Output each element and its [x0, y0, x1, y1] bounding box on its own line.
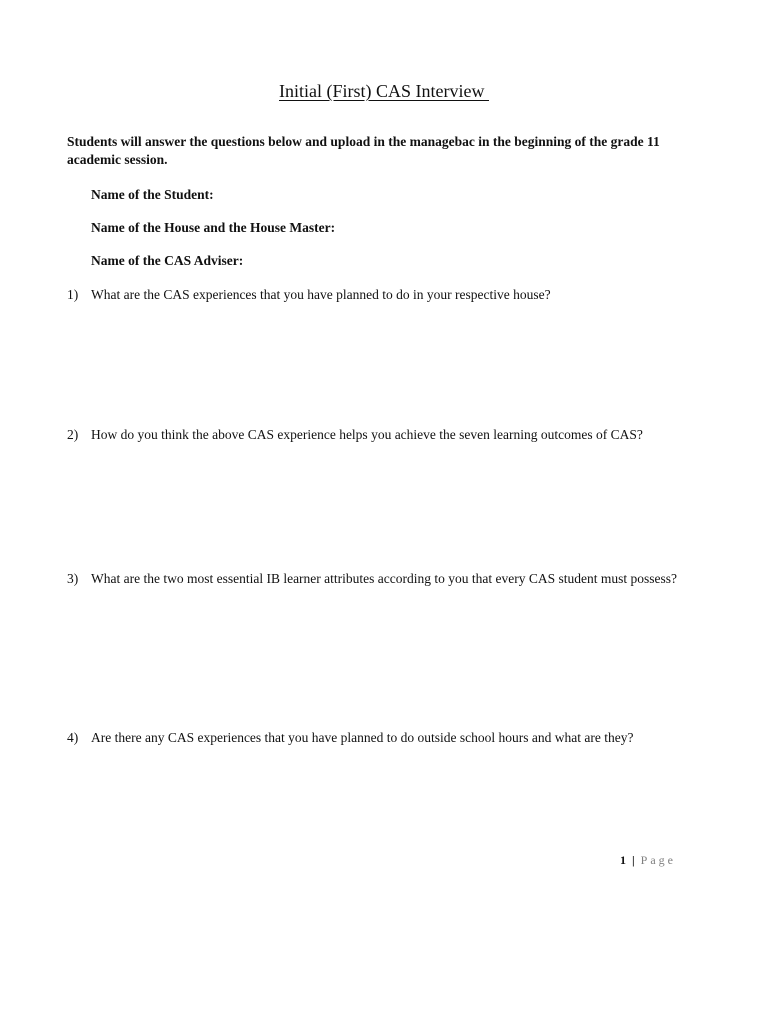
- question-number: 2): [67, 427, 79, 442]
- question-text: How do you think the above CAS experience helps you achieve the seven learning outcomes of CAS?: [91, 427, 643, 442]
- question-4: [67, 729, 677, 747]
- page-label: Page: [640, 853, 676, 867]
- question-1: [67, 286, 677, 304]
- question-text: Are there any CAS experiences that you have planned to do outside school hours and what are they?: [91, 730, 634, 745]
- page-separator: |: [632, 853, 635, 867]
- document-title: [0, 80, 768, 102]
- field-house-and-master: Name of the House and the House Master:: [91, 220, 336, 235]
- field-student-name: Name of the Student:: [91, 187, 214, 202]
- question-text: What are the CAS experiences that you have planned to do in your respective house?: [91, 287, 551, 302]
- page-number: 1: [620, 853, 627, 867]
- field-cas-adviser: Name of the CAS Adviser:: [91, 253, 244, 268]
- question-number: 4): [67, 730, 79, 745]
- question-2: [67, 426, 677, 444]
- document-title-text: Initial (First) CAS Interview: [279, 81, 489, 101]
- question-text: What are the two most essential IB learner attributes according to you that every CAS student must possess?: [91, 571, 677, 586]
- question-number: 3): [67, 571, 79, 586]
- question-number: 1): [67, 287, 79, 302]
- question-3: [67, 570, 677, 588]
- intro-instructions: Students will answer the questions below and upload in the managebac in the beginning of the grade 11 academic session.: [67, 134, 660, 167]
- page-footer: [620, 852, 676, 868]
